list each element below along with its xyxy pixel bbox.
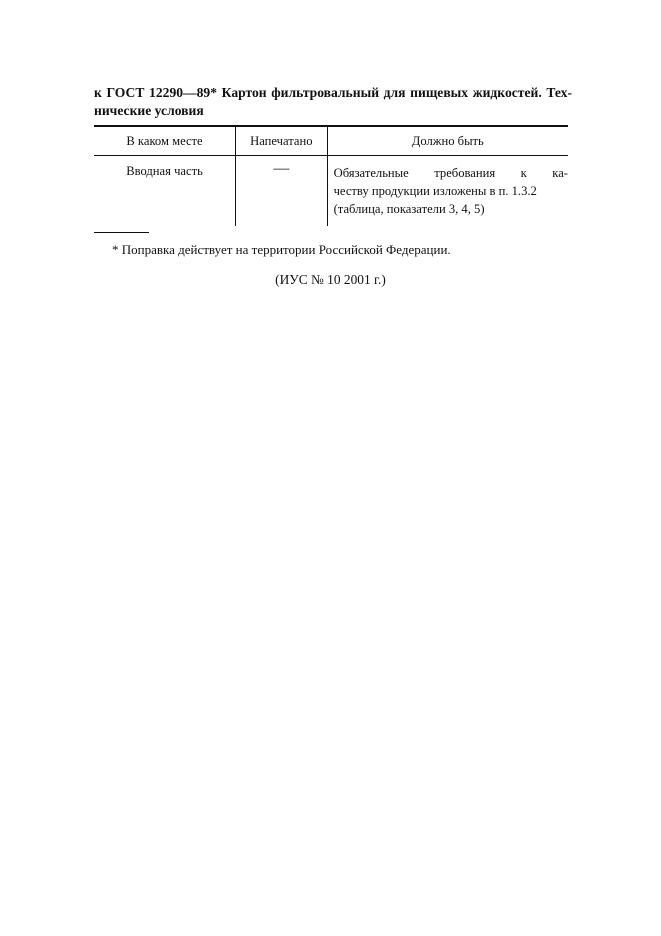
cell-place: Вводная часть: [126, 164, 203, 178]
header-should-be: Должно быть: [327, 126, 568, 156]
table-row: [94, 156, 568, 227]
footnote-text: * Поправка действует на территории Российской Федерации.: [112, 242, 451, 257]
should-be-line-1: Обязательные требования к ка-: [333, 166, 568, 180]
header-where: В каком месте: [94, 126, 236, 156]
amendment-title: [94, 84, 572, 120]
title-line-2: нические условия: [94, 103, 204, 118]
title-line-1: к ГОСТ 12290—89* Картон фильтровальный для пищевых жидкостей. Тех-: [94, 85, 572, 100]
table-header-row: [94, 126, 568, 156]
header-printed: Напечатано: [236, 126, 328, 156]
footnote-divider: [94, 232, 149, 233]
cell-printed: —: [236, 156, 328, 227]
amendment-table: [94, 125, 568, 226]
should-be-line-3: (таблица, показатели 3, 4, 5): [333, 202, 485, 216]
source-reference: (ИУС № 10 2001 г.): [275, 272, 386, 287]
should-be-line-2: честву продукции изложены в п. 1.3.2: [333, 184, 537, 198]
cell-should-be: [327, 156, 568, 227]
